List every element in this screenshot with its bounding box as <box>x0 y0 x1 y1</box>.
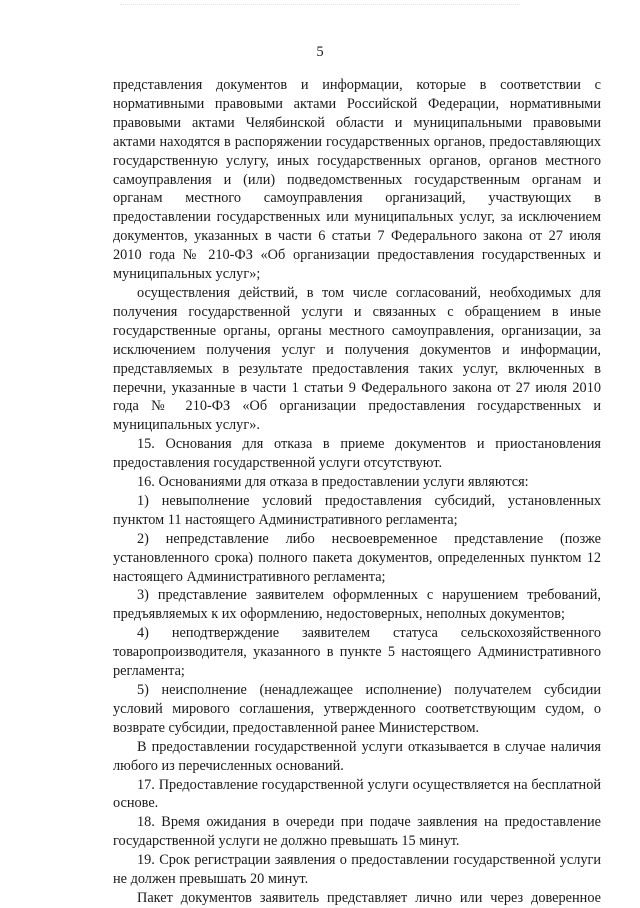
list-item: 4) неподтверждение заявителем статуса сельскохозяйственного товаропроизводителя, указанного в пункте 5 настоящего Административного регламента; <box>113 625 601 680</box>
page-number: 5 <box>316 44 324 60</box>
paragraph-item-16: 16. Основаниями для отказа в предоставлении услуги являются: <box>137 474 529 491</box>
paragraph-item-18: 18. Время ожидания в очереди при подаче заявления на предоставление государственной услуги не должно превышать 15 минут. <box>113 814 601 850</box>
list-item: 2) непредставление либо несвоевременное представление (позже установленного срока) полного пакета документов, определенных пунктом 12 настоящего Административного регламента; <box>113 530 601 585</box>
paragraph-truncated: Пакет документов заявитель представляет лично или через доверенное <box>137 889 601 906</box>
list-item: 3) представление заявителем оформленных с нарушением требований, предъявляемых к их оформлению, недостоверных, неполных документов; <box>113 587 601 623</box>
list-item: 1) невыполнение условий предоставления субсидий, установленных пунктом 11 настоящего Административного регламента; <box>113 492 601 528</box>
paragraph: осуществления действий, в том числе согласований, необходимых для получения государственной услуги и связанных с обращением в иные государственные органы, органы местного самоуправления, организации, за исключением получения услуг и получения документов и информации, представляемых в результате предоставления таких услуг, включенных в перечни, указанные в части 1 статьи 9 Федерального закона от 27 июля 2010 года № 210-ФЗ «Об организации предоставления государственных и муниципальных услуг». <box>113 284 601 434</box>
scan-artifact <box>120 4 520 8</box>
list-item: 5) неисполнение (ненадлежащее исполнение) получателем субсидии условий мирового соглашения, утвержденного соответствующим судом, о возврате субсидии, предоставленной ранее Министерством. <box>113 682 601 736</box>
paragraph-item-17: 17. Предоставление государственной услуги осуществляется на бесплатной основе. <box>113 776 601 812</box>
paragraph-continuation: представления документов и информации, которые в соответствии с нормативными правовыми актами Российской Федерации, нормативными правовыми актами Челябинской области и муниципальными правовыми актами находятся в распоряжении государственных органов, предоставляющих государственную услугу, иных государственных органов, органов местного самоуправления и (или) подведомственных государственным органам и органам местного самоуправления организаций, участвующих в предоставлении государственных или муниципальных услуг, за исключением документов, указанных в части 6 статьи 7 Федерального закона от 27 июля 2010 года № 210-ФЗ «Об организации предоставления государственных и муниципальных услуг»; <box>113 77 601 283</box>
document-body <box>113 76 601 908</box>
paragraph-item-15: 15. Основания для отказа в приеме документов и приостановления предоставления государственной услуги отсутствуют. <box>113 436 601 472</box>
paragraph-item-19: 19. Срок регистрации заявления о предоставлении государственной услуги не должен превышать 20 минут. <box>113 852 601 888</box>
paragraph: В предоставлении государственной услуги отказывается в случае наличия любого из перечисленных оснований. <box>113 738 601 774</box>
